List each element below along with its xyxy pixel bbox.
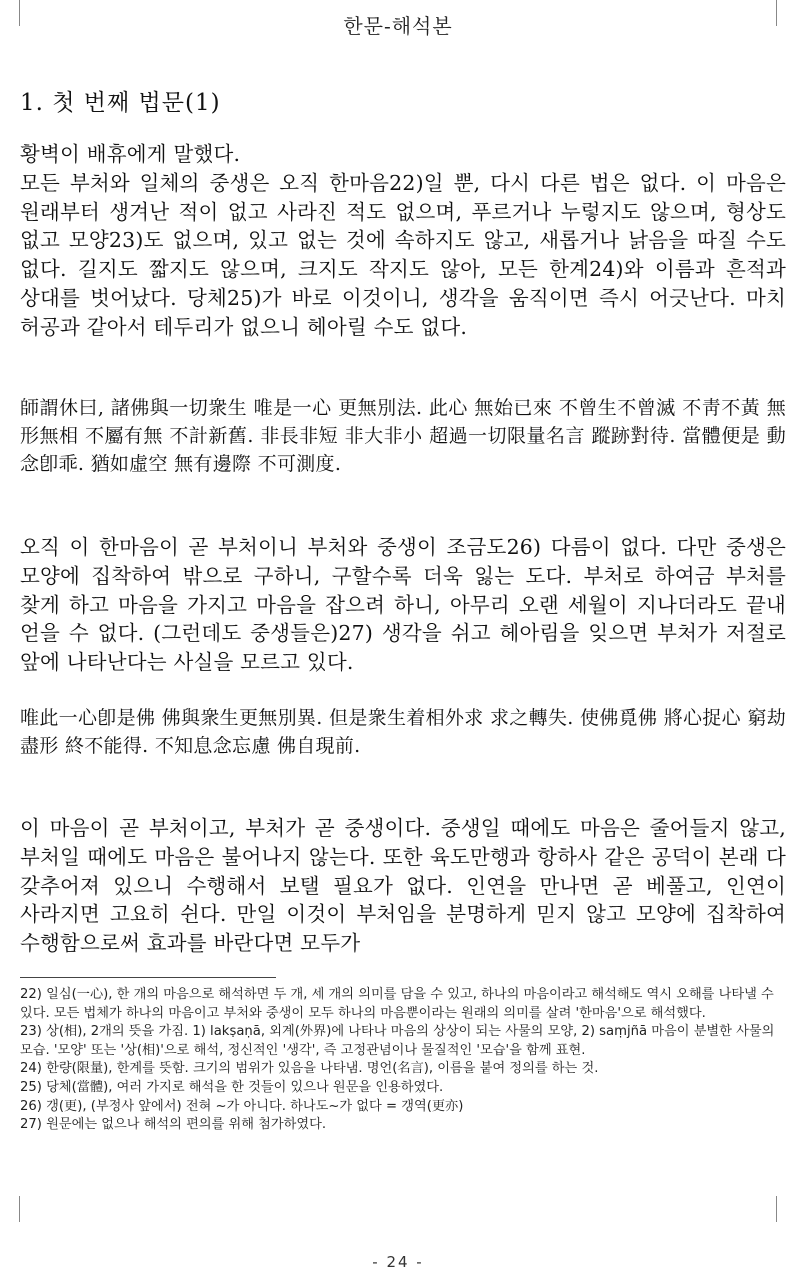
footnotes	[20, 986, 786, 1135]
footnote-text: 한량(限量), 한계를 뜻함. 크기의 범위가 있음을 나타냄. 명언(名言), 이름을 붙여 정의를 하는 것.	[46, 1061, 599, 1077]
footnote-27	[20, 1116, 786, 1135]
crop-mark-bottom-left-v	[19, 1196, 20, 1222]
footnote-text: 상(相), 2개의 뜻을 가짐. 1) lakṣaṇā, 외계(外界)에 나타나 마음의 상상이 되는 사물의 모양, 2) saṃjñā 마음이 분별한 사물의 모습. '모양' 또는 '상(相)'으로 해석, 정신적인 '생각', 즉 고정관념이나 물질적인 '모습'을 함께 표현.	[20, 1024, 775, 1058]
footnote-26	[20, 1098, 786, 1117]
hanja-paragraph-1: 師謂休曰, 諸佛與一切衆生 唯是一心 更無別法. 此心 無始已來 不曾生不曾滅 不靑不黃 無形無相 不屬有無 不計新舊. 非長非短 非大非小 超過一切限量名言 蹤跡對待. 當體便是 動念卽乖. 猶如虛空 無有邊際 不可測度.	[20, 397, 786, 475]
page-number: - 24 -	[372, 1253, 424, 1271]
footnote-number: 26)	[20, 1098, 42, 1114]
korean-paragraph-1: 황벽이 배휴에게 말했다. 모든 부처와 일체의 중생은 오직 한마음22)일 뿐, 다시 다른 법은 없다. 이 마음은 원래부터 생겨난 적이 없고 사라진 적도 없으며, 푸르거나 누렇지도 않으며, 형상도 없고 모양23)도 없으며, 있고 없는 것에 속하지도 않고, 새롭거나 낡음을 따질 수도 없다. 길지도 짧지도 않으며, 크지도 작지도 않아, 모든 한계24)와 이름과 흔적과 상대를 벗어났다. 당체25)가 바로 이것이니, 생각을 움직이면 즉시 어긋난다. 마치 허공과 같아서 테두리가 없으니 헤아릴 수도 없다.	[20, 142, 786, 339]
footnote-25	[20, 1079, 786, 1098]
footnote-text: 원문에는 없으나 해석의 편의를 위해 첨가하였다.	[46, 1117, 327, 1133]
footnote-number: 24)	[20, 1061, 42, 1077]
footnote-number: 27)	[20, 1117, 42, 1133]
footnote-text: 당체(當體), 여러 가지로 해석을 한 것들이 있으나 원문을 인용하였다.	[46, 1079, 444, 1095]
korean-paragraph-3: 이 마음이 곧 부처이고, 부처가 곧 중생이다. 중생일 때에도 마음은 줄어들지 않고, 부처일 때에도 마음은 불어나지 않는다. 또한 육도만행과 항하사 같은 공덕이 본래 다 갖추어져 있으니 수행해서 보탤 필요가 없다. 인연을 만나면 곧 베풀고, 인연이 사라지면 고요히 쉰다. 만일 이것이 부처임을 분명하게 믿지 않고 모양에 집착하여 수행함으로써 효과를 바란다면 모두가	[20, 816, 786, 956]
footnote-number: 22)	[20, 987, 42, 1002]
section-title: 1. 첫 번째 법문(1)	[20, 90, 221, 116]
crop-mark-bottom-right-v	[776, 1196, 777, 1222]
footnote-divider	[20, 977, 276, 978]
footnote-23	[20, 1023, 786, 1060]
korean-paragraph-2: 오직 이 한마음이 곧 부처이니 부처와 중생이 조금도26) 다름이 없다. 다만 중생은 모양에 집착하여 밖으로 구하니, 구할수록 더욱 잃는 도다. 부처로 하여금 부처를 찾게 하고 마음을 가지고 마음을 잡으려 하니, 아무리 오랜 세월이 지나더라도 끝내 얻을 수 없다. (그런데도 중생들은)27) 생각을 쉬고 헤아림을 잊으면 부처가 저절로 앞에 나타난다는 사실을 모르고 있다.	[20, 535, 786, 675]
hanja-paragraph-2: 唯此一心卽是佛 佛與衆生更無別異. 但是衆生着相外求 求之轉失. 使佛覓佛 將心捉心 窮劫盡形 終不能得. 不知息念忘慮 佛自現前.	[20, 707, 786, 757]
footnote-text: 일심(一心), 한 개의 마음으로 해석하면 두 개, 세 개의 의미를 담을 수 있고, 하나의 마음이라고 해석해도 역시 오해를 나타낼 수 있다. 모든 법체가 하나의 마음이고 부처와 중생이 모두 하나의 마음뿐이라는 원래의 의미를 살려 '한마음'으로 해석했다.	[20, 987, 774, 1021]
footnote-number: 23)	[20, 1024, 42, 1040]
footnote-22	[20, 986, 786, 1023]
footnote-24	[20, 1060, 786, 1079]
footnote-text: 갱(更), (부정사 앞에서) 전혀 ~가 아니다. 하나도~가 없다 = 갱역(更亦)	[46, 1098, 464, 1114]
page-header-title: 한문-해석본	[343, 14, 453, 38]
footnote-number: 25)	[20, 1079, 42, 1095]
